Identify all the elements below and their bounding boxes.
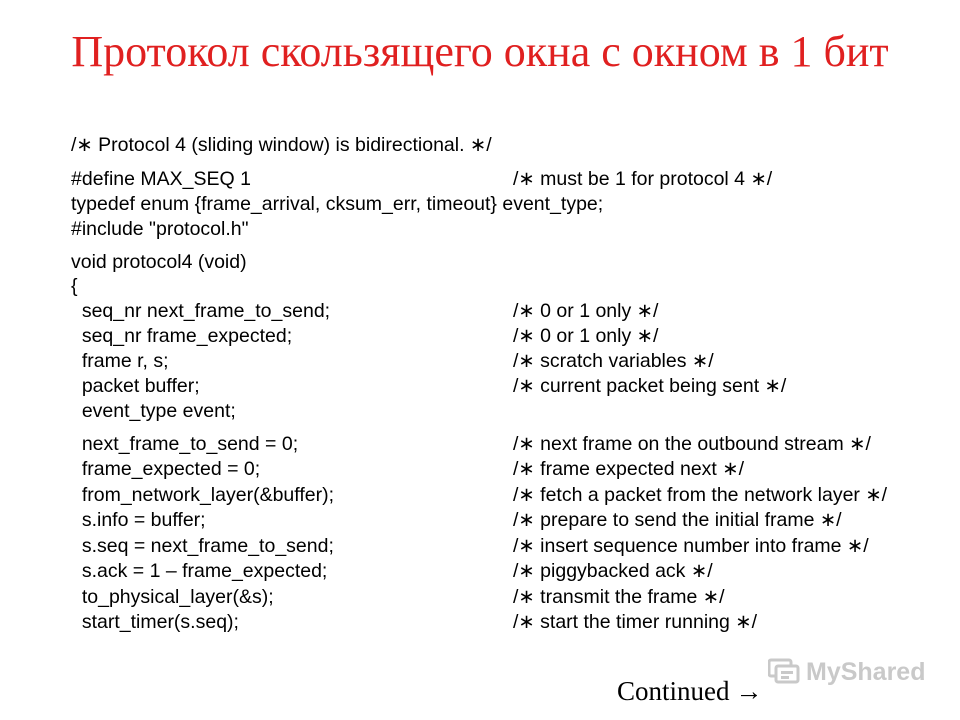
code-comment: /∗ scratch variables ∗/: [513, 350, 714, 372]
code-text: typedef enum {frame_arrival, cksum_err, timeout} event_type;: [71, 193, 604, 215]
code-comment: /∗ current packet being sent ∗/: [513, 375, 787, 397]
code-text: {: [71, 275, 78, 297]
continued-label: Continued: [617, 676, 730, 706]
code-text: s.seq = next_frame_to_send;: [71, 535, 334, 557]
code-comment: /∗ piggybacked ack ∗/: [513, 560, 713, 582]
code-text: s.ack = 1 – frame_expected;: [71, 560, 328, 582]
code-text: frame r, s;: [71, 350, 169, 372]
code-comment: /∗ 0 or 1 only ∗/: [513, 300, 659, 322]
code-text: start_timer(s.seq);: [71, 611, 239, 633]
code-text: from_network_layer(&buffer);: [71, 484, 334, 506]
code-text: seq_nr frame_expected;: [71, 325, 293, 347]
code-comment: /∗ next frame on the outbound stream ∗/: [513, 433, 871, 455]
code-comment: /∗ transmit the frame ∗/: [513, 586, 725, 608]
code-comment: /∗ frame expected next ∗/: [513, 458, 745, 480]
code-text: seq_nr next_frame_to_send;: [71, 300, 331, 322]
watermark-text: MyShared: [806, 657, 926, 686]
presentation-icon: [768, 657, 800, 687]
code-comment: /∗ start the timer running ∗/: [513, 611, 758, 633]
code-text: void protocol4 (void): [71, 251, 247, 273]
code-text: #define MAX_SEQ 1: [71, 168, 251, 190]
code-comment: /∗ fetch a packet from the network layer ∗/: [513, 484, 888, 506]
slide-title: Протокол скользящего окна с окном в 1 бит: [71, 27, 889, 76]
code-text: event_type event;: [71, 400, 236, 422]
code-text: /∗ Protocol 4 (sliding window) is bidirectional. ∗/: [71, 134, 492, 156]
watermark: [768, 657, 925, 687]
code-text: packet buffer;: [71, 375, 200, 397]
continued-link[interactable]: [617, 676, 763, 707]
code-comment: /∗ insert sequence number into frame ∗/: [513, 535, 869, 557]
code-comment: /∗ prepare to send the initial frame ∗/: [513, 509, 842, 531]
code-text: next_frame_to_send = 0;: [71, 433, 299, 455]
code-comment: /∗ must be 1 for protocol 4 ∗/: [513, 168, 773, 190]
code-comment: /∗ 0 or 1 only ∗/: [513, 325, 659, 347]
code-text: #include "protocol.h": [71, 218, 249, 240]
code-text: frame_expected = 0;: [71, 458, 261, 480]
arrow-right-icon: →: [735, 676, 763, 706]
code-text: to_physical_layer(&s);: [71, 586, 274, 608]
code-text: s.info = buffer;: [71, 509, 206, 531]
